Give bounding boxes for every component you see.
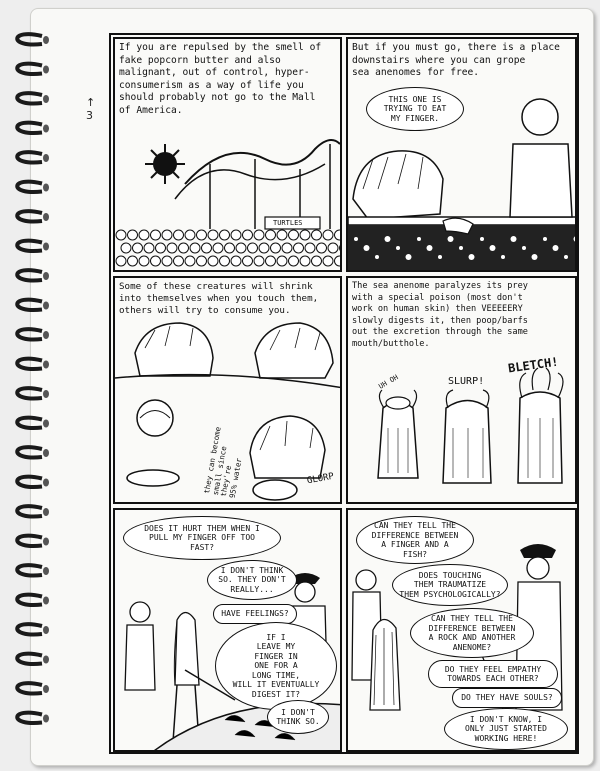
spiral-hole bbox=[43, 36, 49, 44]
crowd-head bbox=[236, 243, 246, 253]
mall-crowd-illustration bbox=[115, 39, 342, 272]
spiral-hole bbox=[43, 66, 49, 74]
crowd-head bbox=[340, 243, 343, 253]
spiral-ring bbox=[17, 241, 42, 251]
crowd-head bbox=[185, 230, 195, 240]
bletch-sfx: BLETCH! bbox=[507, 354, 560, 376]
crowd-head bbox=[231, 230, 241, 240]
panel-shrinking-anemones bbox=[113, 276, 342, 504]
crowd-head bbox=[151, 256, 161, 266]
spiral-ring bbox=[17, 506, 42, 516]
spiral-hole bbox=[43, 420, 49, 428]
crowd-head bbox=[208, 230, 218, 240]
tank-anemone-blob bbox=[375, 255, 379, 259]
spiral-ring bbox=[17, 34, 42, 44]
crowd-head bbox=[277, 256, 287, 266]
crowd-head bbox=[185, 256, 195, 266]
spiral-ring bbox=[17, 418, 42, 428]
p5-bubble-feelings: HAVE FEELINGS? bbox=[213, 604, 297, 624]
tank-anemone-blob bbox=[354, 237, 358, 241]
spiral-ring bbox=[17, 211, 42, 221]
spiral-hole bbox=[43, 626, 49, 634]
spiral-ring bbox=[17, 595, 42, 605]
slurp-sfx: SLURP! bbox=[448, 376, 485, 387]
p6-bubble-souls: DO THEY HAVE SOULS? bbox=[452, 688, 562, 708]
spiral-ring bbox=[17, 388, 42, 398]
spiral-hole bbox=[43, 449, 49, 457]
panel3-caption: Some of these creatures will shrink into themselves when you touch them, others will try to consume you. bbox=[119, 281, 319, 316]
crowd-head bbox=[174, 230, 184, 240]
spiral-hole bbox=[43, 685, 49, 693]
panel-mall-of-america bbox=[113, 37, 342, 272]
spiral-hole bbox=[43, 302, 49, 310]
crowd-head bbox=[243, 256, 253, 266]
crowd-head bbox=[254, 256, 264, 266]
spiral-hole bbox=[43, 656, 49, 664]
crowd-head bbox=[254, 230, 264, 240]
crowd-head bbox=[197, 256, 207, 266]
panel4-caption: The sea anenome paralyzes its prey with a special poison (most don't work on human skin) then VEEEEERY slowly digests it, then poop/barfs out the excretion through the same mouth/butthole. bbox=[352, 281, 528, 349]
crowd-head bbox=[266, 230, 276, 240]
crowd-head bbox=[213, 243, 223, 253]
crowd-head bbox=[208, 256, 218, 266]
spiral-ring bbox=[17, 359, 42, 369]
crowd-head bbox=[248, 243, 258, 253]
p5-bubble-digest: IF I LEAVE MY FINGER IN ONE FOR A LONG TIME, WILL IT EVENTUALLY DIGEST IT? bbox=[215, 622, 337, 710]
tank-anemone-blob bbox=[448, 236, 454, 242]
spiral-ring bbox=[17, 182, 42, 192]
crowd-head bbox=[312, 256, 322, 266]
tank-anemone-blob bbox=[469, 254, 475, 260]
spiral-hole bbox=[43, 213, 49, 221]
tank-anemone-blob bbox=[553, 245, 559, 251]
uh-oh-sfx: UH OH bbox=[377, 373, 400, 391]
crowd-head bbox=[197, 230, 207, 240]
tank-anemone-blob bbox=[385, 236, 391, 242]
crowd-head bbox=[312, 230, 322, 240]
crowd-head bbox=[128, 230, 138, 240]
crowd-head bbox=[225, 243, 235, 253]
spiral-hole bbox=[43, 390, 49, 398]
spiral-hole bbox=[43, 125, 49, 133]
tank-anemone-blob bbox=[522, 246, 526, 250]
tank-anemone-blob bbox=[396, 246, 400, 250]
glorp-sfx: GLORP bbox=[306, 471, 335, 487]
crowd-head bbox=[323, 230, 333, 240]
crowd-head bbox=[289, 256, 299, 266]
crowd-head bbox=[231, 256, 241, 266]
spiral-ring bbox=[17, 477, 42, 487]
crowd-head bbox=[133, 243, 143, 253]
crowd-head bbox=[243, 230, 253, 240]
crowd-head bbox=[128, 256, 138, 266]
girl-at-tank-illustration bbox=[348, 39, 577, 272]
crowd-head bbox=[282, 243, 292, 253]
spiral-hole bbox=[43, 243, 49, 251]
spiral-hole bbox=[43, 95, 49, 103]
crowd-head bbox=[300, 256, 310, 266]
crowd-head bbox=[179, 243, 189, 253]
spiral-hole bbox=[43, 184, 49, 192]
p6-bubble-finger-fish: CAN THEY TELL THE DIFFERENCE BETWEEN A FINGER AND A FISH? bbox=[356, 516, 474, 564]
panel-questions-girl bbox=[113, 508, 342, 752]
crowd-head bbox=[323, 256, 333, 266]
p6-bubble-traumatize: DOES TOUCHING THEM TRAUMATIZE THEM PSYCHOLOGICALLY? bbox=[392, 564, 508, 606]
crowd-head bbox=[300, 230, 310, 240]
crowd-head bbox=[167, 243, 177, 253]
tank-anemone-blob bbox=[427, 245, 433, 251]
crowd-head bbox=[151, 230, 161, 240]
spiral-hole bbox=[43, 538, 49, 546]
tank-anemone-blob bbox=[438, 255, 442, 259]
crowd-head bbox=[162, 256, 172, 266]
tank-anemone-blob bbox=[564, 255, 568, 259]
crowd-head bbox=[116, 230, 126, 240]
spiral-ring bbox=[17, 565, 42, 575]
crowd-head bbox=[220, 256, 230, 266]
crowd-head bbox=[266, 256, 276, 266]
spiral-ring bbox=[17, 123, 42, 133]
spiral-hole bbox=[43, 508, 49, 516]
crowd-head bbox=[190, 243, 200, 253]
panel-questions-staff bbox=[346, 508, 577, 752]
spiral-ring bbox=[17, 713, 42, 723]
crowd-head bbox=[220, 230, 230, 240]
spiral-hole bbox=[43, 715, 49, 723]
tank-anemone-blob bbox=[543, 237, 547, 241]
spiral-ring bbox=[17, 624, 42, 634]
margin-mark: ↑ 3 bbox=[86, 96, 96, 122]
spiral-binding bbox=[0, 0, 60, 771]
tank-anemone-blob bbox=[511, 236, 517, 242]
crowd-head bbox=[174, 256, 184, 266]
panel1-caption: If you are repulsed by the smell of fake popcorn butter and also malignant, out of control, hyper- consumerism as a way of life you should probably not go to the Mall of America. bbox=[119, 42, 322, 116]
spiral-ring bbox=[17, 329, 42, 339]
crowd-head bbox=[259, 243, 269, 253]
spiral-hole bbox=[43, 479, 49, 487]
crowd-head bbox=[289, 230, 299, 240]
spiral-hole bbox=[43, 272, 49, 280]
spiral-ring bbox=[17, 93, 42, 103]
tank-anemone-blob bbox=[532, 254, 538, 260]
spiral-ring bbox=[17, 64, 42, 74]
panel2-speech-bubble: THIS ONE IS TRYING TO EAT MY FINGER. bbox=[366, 87, 464, 131]
crowd-head bbox=[139, 256, 149, 266]
p5-bubble-dont-think: I DON'T THINK SO. THEY DON'T REALLY... bbox=[207, 560, 297, 600]
crowd-head bbox=[116, 256, 126, 266]
crowd-head bbox=[121, 243, 131, 253]
anemone-eating-fish-illustration bbox=[348, 278, 577, 504]
crowd-head bbox=[305, 243, 315, 253]
spiral-ring bbox=[17, 683, 42, 693]
crowd-head bbox=[162, 230, 172, 240]
spiral-ring bbox=[17, 270, 42, 280]
crowd-head bbox=[202, 243, 212, 253]
comic-page bbox=[109, 33, 579, 754]
tank-anemone-blob bbox=[459, 246, 463, 250]
tank-anemone-blob bbox=[417, 237, 421, 241]
spiral-ring bbox=[17, 654, 42, 664]
tank-anemone-blob bbox=[490, 245, 496, 251]
turtles-sign: TURTLES bbox=[273, 219, 303, 227]
p6-bubble-dont-know: I DON'T KNOW, I ONLY JUST STARTED WORKING HERE! bbox=[444, 708, 568, 750]
spiral-hole bbox=[43, 331, 49, 339]
crowd-head bbox=[335, 256, 343, 266]
p5-bubble-hurt: DOES IT HURT THEM WHEN I PULL MY FINGER OFF TOO FAST? bbox=[123, 516, 281, 560]
crowd-head bbox=[335, 230, 343, 240]
p6-bubble-rock-anenome: CAN THEY TELL THE DIFFERENCE BETWEEN A ROCK AND ANOTHER ANENOME? bbox=[410, 608, 534, 658]
tank-anemone-blob bbox=[501, 255, 505, 259]
crowd-head bbox=[139, 230, 149, 240]
spiral-ring bbox=[17, 300, 42, 310]
crowd-head bbox=[294, 243, 304, 253]
tank-anemone-blob bbox=[364, 245, 370, 251]
spiral-hole bbox=[43, 597, 49, 605]
crowd-head bbox=[277, 230, 287, 240]
crowd-head bbox=[328, 243, 338, 253]
spiral-hole bbox=[43, 154, 49, 162]
panel3-side-note: they can become small since they're 95% water bbox=[202, 426, 244, 499]
panel-anemone-tank bbox=[346, 37, 577, 272]
crowd-head bbox=[156, 243, 166, 253]
crowd-head bbox=[271, 243, 281, 253]
spiral-hole bbox=[43, 567, 49, 575]
spiral-hole bbox=[43, 361, 49, 369]
tank-anemone-blob bbox=[406, 254, 412, 260]
crowd-head bbox=[317, 243, 327, 253]
crowd-head bbox=[144, 243, 154, 253]
panel-anemone-digestion bbox=[346, 276, 577, 504]
p6-bubble-empathy: DO THEY FEEL EMPATHY TOWARDS EACH OTHER? bbox=[428, 660, 558, 688]
panel2-caption: But if you must go, there is a place downstairs where you can grope sea anenomes for free. bbox=[352, 42, 560, 78]
p5-bubble-dont-think-so: I DON'T THINK SO. bbox=[267, 700, 329, 734]
spiral-ring bbox=[17, 447, 42, 457]
spiral-ring bbox=[17, 152, 42, 162]
spiral-ring bbox=[17, 536, 42, 546]
tank-anemone-blob bbox=[480, 237, 484, 241]
